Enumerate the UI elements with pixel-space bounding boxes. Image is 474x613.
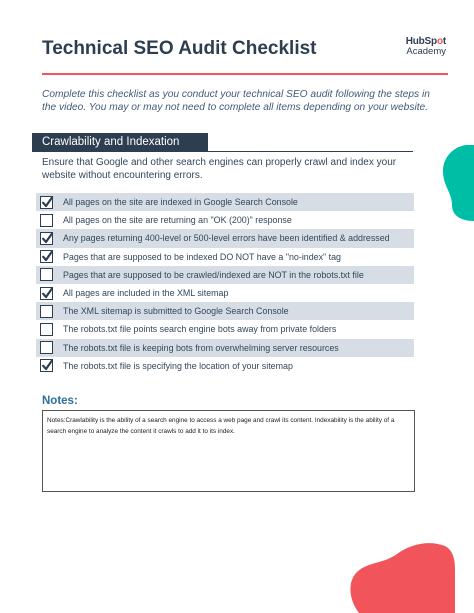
logo-wordmark: HubSpot [405,36,446,47]
checkbox[interactable] [40,214,53,227]
checkbox[interactable] [40,268,53,281]
checklist-item [36,339,414,357]
checklist-item-label: Pages that are supposed to be indexed DO NOT have a "no-index" tag [63,251,341,262]
logo-subtitle: Academy [406,46,446,57]
checklist-item [36,248,414,266]
hubspot-academy-logo [398,36,446,57]
checklist-item-label: All pages on the site are indexed in Google Search Console [63,197,298,208]
checklist-item [36,266,414,284]
checklist-item-label: All pages on the site are returning an "OK (200)" response [63,215,292,226]
section-heading: Crawlability and Indexation [32,133,208,152]
checklist-item-label: The robots.txt file points search engine bots away from private folders [63,324,337,335]
checklist-item [36,229,414,247]
decorative-teal-blob [440,143,474,223]
checklist-item [36,320,414,338]
checkmark-icon [41,287,54,300]
checkmark-icon [41,359,54,372]
checklist-item-label: Any pages returning 400-level or 500-level errors have been identified & addressed [63,233,390,244]
checkbox[interactable] [40,287,53,300]
checkbox[interactable] [40,359,53,372]
checkmark-icon [41,232,54,245]
checklist-item [36,284,414,302]
checkbox[interactable] [40,323,53,336]
notes-label: Notes: [42,395,78,407]
checkbox[interactable] [40,196,53,209]
checkbox[interactable] [40,250,53,263]
checklist-item-label: All pages are included in the XML sitemap [63,288,229,299]
header-divider [42,73,448,75]
checkbox[interactable] [40,305,53,318]
checklist-item-label: Pages that are supposed to be crawled/indexed are NOT in the robots.txt file [63,269,364,280]
section-description: Ensure that Google and other search engines can properly crawl and index your website without encountering errors. [42,157,397,181]
checklist-item-label: The robots.txt file is specifying the location of your sitemap [63,360,293,371]
checkmark-icon [41,250,54,263]
checklist-item [36,302,414,320]
section-underline [32,151,413,152]
notes-textarea[interactable]: Notes:Crawlability is the ability of a search engine to access a web page and crawl its content. Indexability is the ability of a search engine to analyze the content it crawls to add it to its index. [42,410,415,492]
checklist-item [36,193,414,211]
checkbox[interactable] [40,341,53,354]
checkmark-icon [41,196,54,209]
intro-text: Complete this checklist as you conduct your technical SEO audit following the steps in the video. You may or may not need to complete all items depending on your website. [42,89,430,113]
decorative-coral-blob [345,540,455,613]
checkbox[interactable] [40,232,53,245]
checklist-item [36,211,414,229]
checklist-item-label: The robots.txt file is keeping bots from overwhelming server resources [63,342,339,353]
page-title: Technical SEO Audit Checklist [42,38,317,59]
checklist [36,193,414,375]
checklist-item [36,357,414,375]
checklist-item-label: The XML sitemap is submitted to Google Search Console [63,306,289,317]
